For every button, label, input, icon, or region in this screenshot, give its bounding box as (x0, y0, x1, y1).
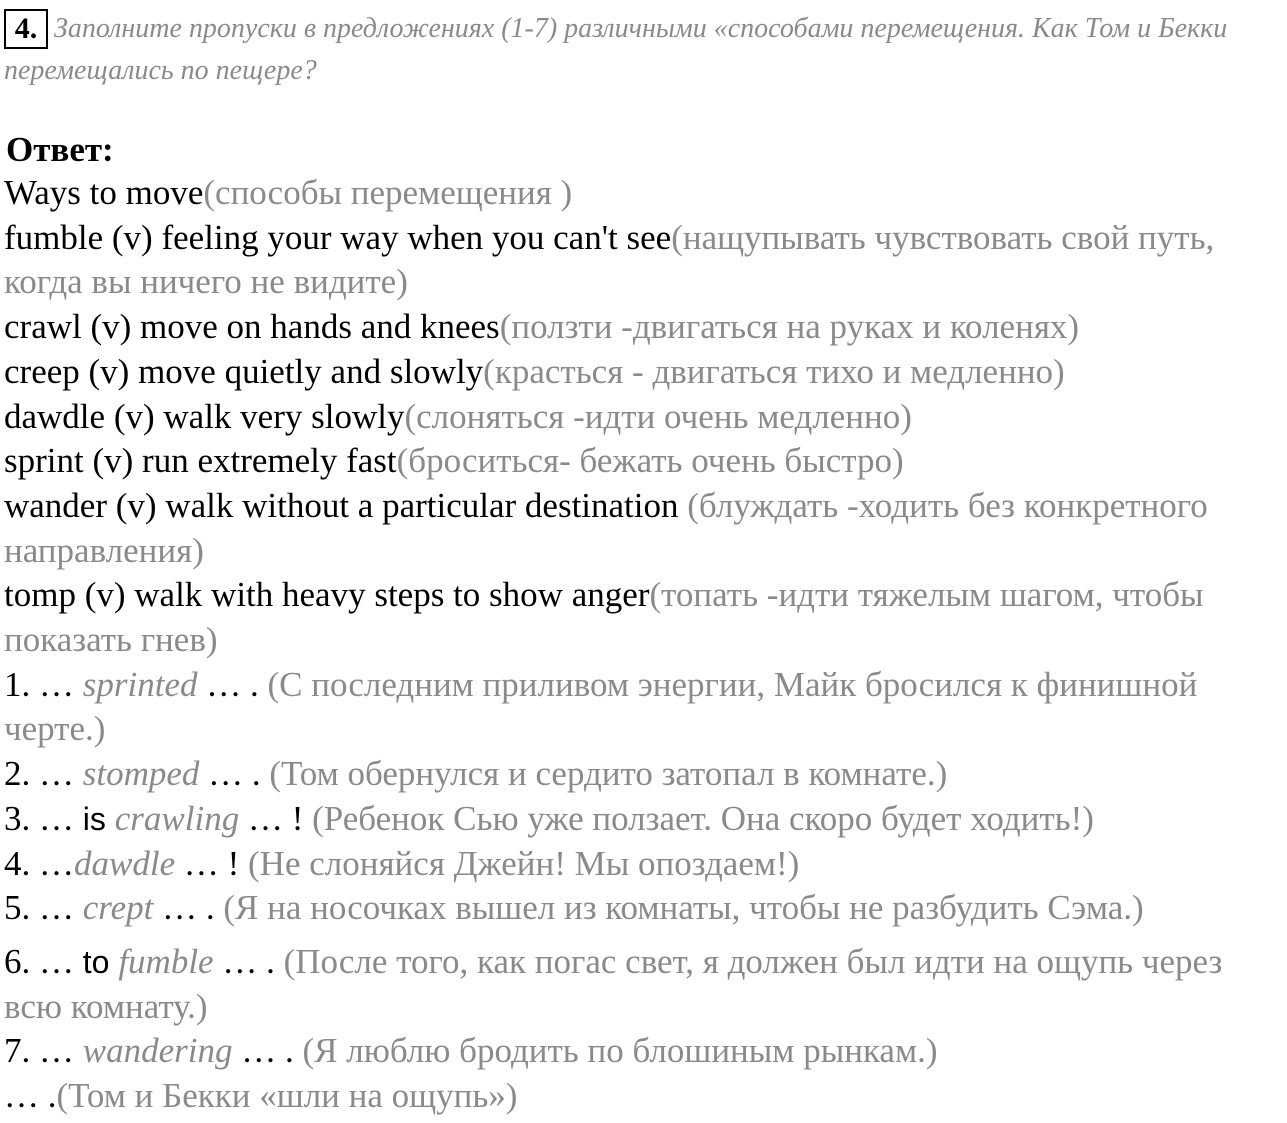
definition-en: dawdle (v) walk very slowly (4, 396, 405, 436)
definition-ru: (слоняться -идти очень медленно) (404, 396, 912, 436)
answer-item-5 (4, 886, 1284, 931)
definition-en: crawl (v) move on hands and knees (4, 307, 500, 347)
answer-translation: (Не слоняйся Джейн! Мы опоздаем!) (248, 843, 800, 883)
answer-dots: … . (232, 1031, 303, 1071)
answer-word: fumble (118, 941, 214, 981)
task-number-box: 4. (4, 9, 48, 49)
spacer (4, 931, 1284, 940)
answer-word: stomped (82, 754, 200, 794)
answer-translation: (Я на носочках вышел из комнаты, чтобы не разбудить Сэма.) (223, 888, 1144, 928)
definition-crawl (4, 305, 1284, 350)
answer-word: sprinted (82, 664, 198, 704)
task-instruction: Заполните пропуски в предложениях (1-7) различными «способами перемещения. Как Том и Бекки перемещались по пещере? (4, 13, 1228, 86)
answer-dots: … . (153, 888, 224, 928)
answer-translation: (Том обернулся и сердито затопал в комнате.) (269, 754, 948, 794)
definition-en: wander (v) walk without a particular destination (4, 485, 679, 525)
answer-dots: … ! (175, 843, 249, 883)
definition-ru: (топать -идти тяжелым шагом, чтобы показать гнев) (4, 575, 1204, 660)
answer-number: 2. … (4, 754, 83, 794)
answer-number: 4. … (4, 843, 74, 883)
answer-item-2 (4, 752, 1284, 797)
answer-item-6 (4, 940, 1284, 1029)
final-dots: … . (4, 1076, 57, 1116)
answer-number: 7. … (4, 1031, 83, 1071)
answer-body (4, 171, 1284, 1119)
final-answer (4, 1074, 1284, 1119)
task-header (4, 8, 1284, 92)
definition-fumble (4, 216, 1284, 305)
answer-translation: (Я люблю бродить по блошиным рынкам.) (302, 1031, 938, 1071)
answer-dots: … ! (239, 798, 313, 838)
definition-ru: (блуждать -ходить без конкретного направления) (4, 485, 1208, 570)
definition-en: tomp (v) walk with heavy steps to show anger (4, 575, 650, 615)
final-translation: (Том и Бекки «шли на ощупь») (56, 1076, 518, 1116)
definition-dawdle (4, 395, 1284, 440)
answer-translation: (После того, как погас свет, я должен был идти на ощупь через всю комнату.) (4, 941, 1223, 1026)
definition-ru: (красться - двигаться тихо и медленно) (483, 351, 1065, 391)
definition-creep (4, 350, 1284, 395)
heading-en: Ways to move (4, 173, 204, 212)
definition-sprint (4, 439, 1284, 484)
answer-word: dawdle (74, 843, 176, 883)
answer-dots: … . (197, 664, 268, 704)
answer-item-7 (4, 1029, 1284, 1074)
answer-label: Ответ: (6, 130, 114, 169)
answer-dots: … . (213, 941, 284, 981)
heading-ru: (способы перемещения ) (203, 173, 573, 212)
answer-dots: … . (199, 754, 270, 794)
answer-translation: (Ребенок Сью уже ползает. Она скоро будет ходить!) (312, 798, 1094, 838)
answer-word: wandering (82, 1031, 233, 1071)
answer-number: 6. … (4, 941, 83, 981)
answer-translation: (С последним приливом энергии, Майк бросился к финишной черте.) (4, 664, 1198, 749)
answer-prefix: to (82, 943, 119, 980)
answer-item-1 (4, 663, 1284, 752)
answer-item-4 (4, 842, 1284, 887)
definition-en: creep (v) move quietly and slowly (4, 351, 484, 391)
definition-ru: (ползти -двигаться на руках и коленях) (499, 307, 1080, 347)
answer-word: crawling (114, 798, 240, 838)
answer-prefix: is (82, 800, 115, 837)
answer-number: 1. … (4, 664, 83, 704)
definition-ru: (нащупывать чувствовать свой путь, когда вы ничего не видите) (4, 217, 1215, 302)
ways-heading (4, 171, 1284, 216)
definition-ru: (броситься- бежать очень быстро) (396, 441, 904, 481)
answer-item-3 (4, 797, 1284, 842)
definition-wander (4, 484, 1284, 573)
definition-tomp (4, 573, 1284, 662)
answer-number: 3. … (4, 798, 83, 838)
answer-word: crept (82, 888, 154, 928)
definition-en: fumble (v) feeling your way when you can't see (4, 217, 672, 257)
answer-number: 5. … (4, 888, 83, 928)
definition-en: sprint (v) run extremely fast (4, 441, 397, 481)
